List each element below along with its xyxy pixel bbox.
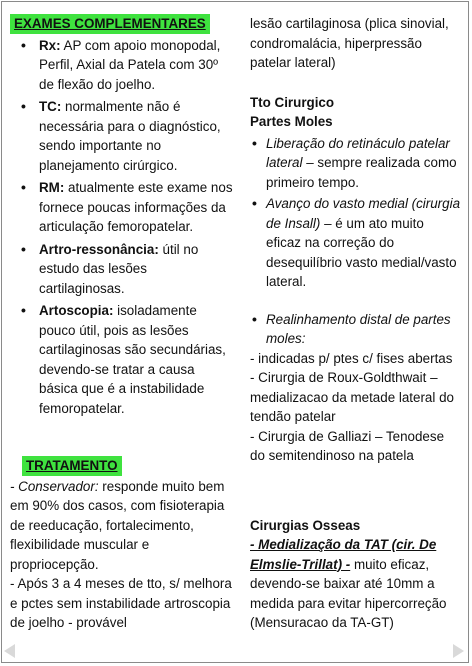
exam-item-rm: • RM: atualmente este exame nos fornece poucas informações da articulação femoropatelar.: [21, 179, 233, 234]
soft-tissue-title: Partes Moles: [250, 114, 333, 129]
right-column: [250, 14, 462, 633]
bullet-icon: •: [252, 134, 257, 151]
treatment-after-months: - Após 3 a 4 meses de tto, s/ melhora e pctes sem instabilidade artroscopia de joelho - provável: [10, 576, 232, 630]
treatment-conservador: - Conservador: responde muito bem em 90% dos casos, com fisioterapia de reeducação, fortalecimento, flexibilidade muscular e propriocepção.: [10, 478, 225, 572]
exam-item-artoscopia: • Artoscopia: isoladamente pouco útil, pois as lesões cartilaginosas são secundárias, devendo-se tratar a causa básica que é a instabilidade femoropatelar.: [21, 302, 226, 416]
distal-line-roux: - Cirurgia de Roux-Goldthwait – medializacao da metade lateral do tendão patelar: [250, 370, 454, 424]
distal-line-galliazi: - Cirurgia de Galliazi – Tenodese do semitendinoso na patela: [250, 428, 445, 463]
bullet-icon: •: [21, 179, 26, 195]
bone-surgery-title: Cirurgias Osseas: [250, 517, 361, 533]
bullet-icon: •: [21, 98, 26, 114]
bullet-icon: •: [252, 310, 257, 327]
arrow-left-icon[interactable]: [4, 644, 15, 658]
bullet-icon: •: [21, 302, 26, 318]
exam-item-tc: • TC: normalmente não é necessária para o diagnóstico, sendo importante no planejamento cirúrgico.: [21, 98, 221, 173]
bullet-icon: •: [21, 36, 26, 53]
bone-surgery-text: - Medialização da TAT (cir. De Elmslie-Trillat) - muito eficaz, devendo-se baixar até 10mm a medida para evitar hipercorreção (Mensuracao da TA-GT): [250, 537, 447, 630]
exam-item-rx: • Rx: AP com apoio monopodal, Perfil, Axial da Patela com 30º de flexão do joelho.: [21, 36, 221, 92]
bullet-icon: •: [21, 240, 26, 257]
surgical-title: Tto Cirurgico: [250, 94, 335, 110]
soft-item-avanco: • Avanço do vasto medial (cirurgia de Insall) – é um ato muito eficaz na correção do desequilíbrio vasto medial/vasto lateral.: [252, 195, 461, 289]
exam-item-artro-ressonancia: • Artro-ressonância: útil no estudo das lesões cartilaginosas.: [21, 240, 199, 296]
distal-line-indicadas: - indicadas p/ ptes c/ fises abertas: [250, 350, 453, 366]
arrow-right-icon[interactable]: [453, 644, 464, 658]
section-heading-tratamento: TRATAMENTO: [10, 456, 234, 476]
bullet-icon: •: [252, 195, 257, 211]
section-heading-exames: EXAMES COMPLEMENTARES: [10, 14, 234, 34]
left-column: [10, 14, 234, 633]
continuation-text: lesão cartilaginosa (plica sinovial, condromalácia, hiperpressão patelar lateral): [250, 16, 449, 70]
soft-item-liberacao: • Liberação do retináculo patelar lateral – sempre realizada como primeiro tempo.: [252, 134, 457, 190]
soft-item-realinhamento: • Realinhamento distal de partes moles:: [252, 310, 451, 346]
